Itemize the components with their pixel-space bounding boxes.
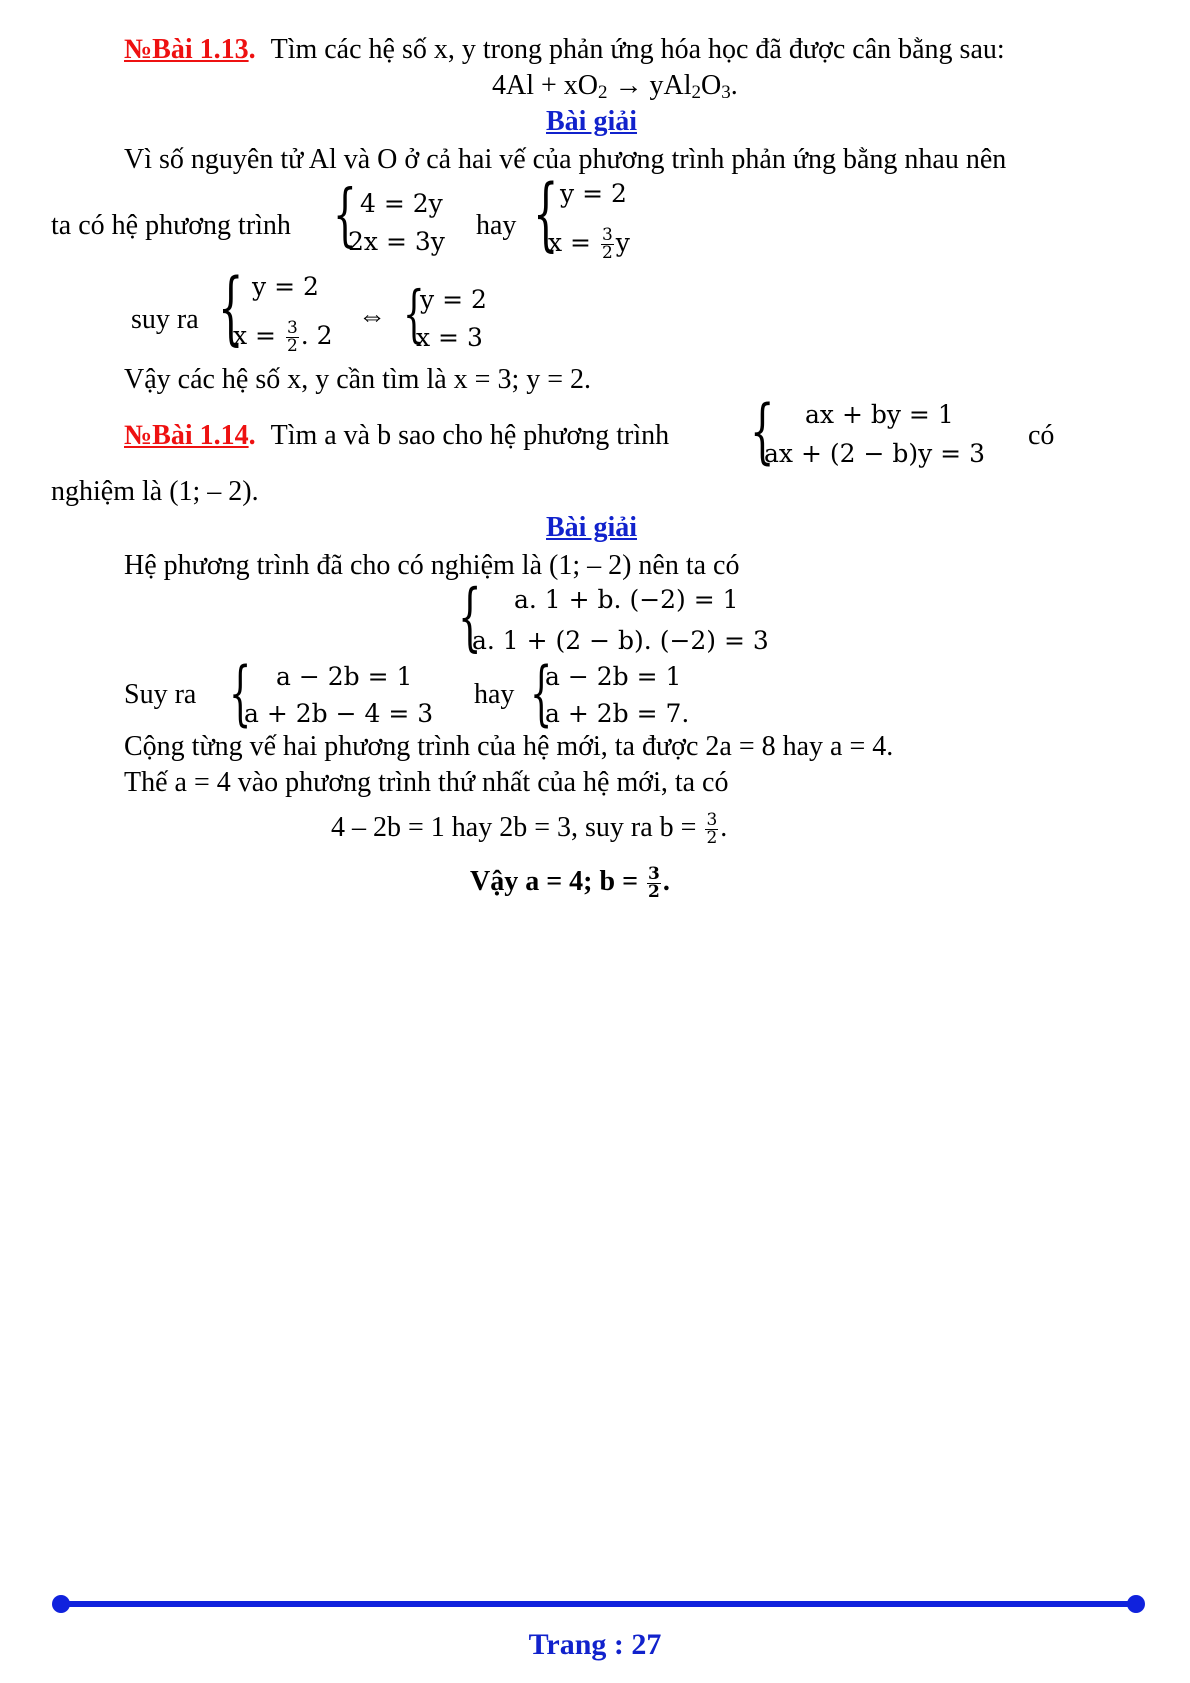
sys3-row1: y = 2 (252, 272, 319, 301)
sys1-row2: 2x = 3y (348, 227, 445, 256)
hay-114: hay (474, 679, 515, 710)
sys3-row2-lhs: x = (233, 321, 284, 350)
sys5-row2: ax + (2 − b)y = 3 (764, 439, 985, 468)
line-substitute: Thế a = 4 vào phương trình thứ nhất của hệ mới, ta có (124, 767, 729, 798)
final-answer (470, 866, 670, 901)
sys2-row2-lhs: x = (548, 228, 599, 257)
page-number: Trang : 27 (528, 1628, 662, 1661)
brace-sysA: { (458, 574, 482, 660)
brace-sys5: { (750, 390, 775, 472)
fraction-3-2-bold (647, 866, 661, 901)
fraction-denominator: 2 (706, 828, 718, 848)
footer-line-right-dot (1127, 1595, 1145, 1613)
suy-ra-113: suy ra (131, 304, 199, 335)
eq-sub-2: 2 (691, 82, 702, 103)
sys2-row2-rhs: y (615, 228, 630, 257)
brace-sys4: { (403, 277, 425, 350)
brace-sysC: { (530, 652, 553, 734)
sys3-row2 (233, 320, 333, 355)
solution-heading-113: Bài giải (546, 106, 638, 137)
line-calc (331, 812, 727, 847)
brace-sysB: { (229, 652, 252, 734)
hay-113: hay (476, 210, 517, 241)
exercise-114-number: №Bài 1.14 (124, 420, 249, 451)
sysC-row1: a − 2b = 1 (545, 662, 682, 691)
brace-sys1: { (333, 176, 357, 255)
iff-symbol: ⇔ (358, 301, 386, 332)
sysA-row1: a. 1 + b. (−2) = 1 (514, 585, 739, 614)
line-add-equations: Cộng từng vế hai phương trình của hệ mới, ta được 2a = 8 hay a = 4. (124, 731, 894, 762)
solution-113-para: Vì số nguyên tử Al và O ở cả hai vế của phương trình phản ứng bằng nhau nên (124, 144, 1007, 175)
final-text: Vậy a = 4; b = (470, 865, 646, 897)
exercise-113-number: №Bài 1.13 (124, 34, 249, 65)
sys3-row2-rhs: . 2 (300, 321, 333, 350)
sysB-row2: a + 2b − 4 = 3 (244, 699, 434, 728)
sysC-row2 (545, 701, 689, 726)
brace-sys3: { (218, 261, 244, 354)
fraction-numerator: 3 (286, 318, 298, 338)
calc-text: 4 – 2b = 1 hay 2b = 3, suy ra b = (331, 811, 704, 843)
brace-sys2: { (533, 167, 559, 260)
fraction-3-2 (705, 812, 718, 847)
sys5-row1: ax + by = 1 (805, 400, 954, 429)
exercise-114-prompt-cont: nghiệm là (1; – 2). (51, 476, 259, 507)
sys2-row1: y = 2 (560, 179, 627, 208)
exercise-113-prompt: Tìm các hệ số x, y trong phản ứng hóa học đã được cân bằng sau: (270, 34, 1005, 65)
eq-part-4: . (730, 70, 738, 101)
solution-114-para: Hệ phương trình đã cho có nghiệm là (1; – 2) nên ta có (124, 550, 740, 581)
conclusion-113: Vậy các hệ số x, y cần tìm là x = 3; y = 2. (124, 364, 592, 395)
eq-part-3: O (701, 70, 722, 101)
calc-end-dot: . (720, 811, 728, 843)
final-end-dot: . (662, 865, 670, 897)
eq-part-1: 4Al + xO (492, 70, 599, 101)
sys4-row1: y = 2 (420, 285, 487, 314)
fraction-numerator: 3 (648, 864, 660, 884)
system-intro-113: ta có hệ phương trình (51, 210, 291, 241)
sysA-row2: a. 1 + (2 − b). (−2) = 3 (472, 626, 769, 655)
suy-ra-114: Suy ra (124, 679, 197, 710)
sys4-row2: x = 3 (416, 323, 483, 352)
fraction-3-2 (286, 320, 299, 355)
fraction-3-2 (601, 227, 614, 262)
eq-sub-1: 2 (598, 82, 608, 103)
fraction-denominator: 2 (648, 882, 660, 902)
fraction-denominator: 2 (286, 336, 298, 356)
co-114: có (1028, 420, 1055, 451)
sysB-row1: a − 2b = 1 (276, 662, 413, 691)
sys2-row2 (548, 227, 630, 262)
eq-part-2: → yAl (607, 70, 692, 101)
footer-divider-line (60, 1601, 1134, 1607)
fraction-numerator: 3 (601, 225, 613, 245)
exercise-114-dot: . (248, 420, 256, 451)
sys1-row1: 4 = 2y (360, 189, 443, 218)
sysC-end-dot: . (681, 699, 690, 728)
exercise-113-dot: . (248, 34, 256, 65)
exercise-114-prompt: Tìm a và b sao cho hệ phương trình (270, 420, 670, 451)
exercise-113-header (124, 36, 1005, 64)
fraction-numerator: 3 (706, 810, 718, 830)
footer-line-left-dot (52, 1595, 70, 1613)
sysC-row2-eq: a + 2b = 7 (545, 699, 682, 728)
eq-sub-3: 3 (721, 82, 731, 103)
fraction-denominator: 2 (601, 243, 613, 263)
solution-heading-114: Bài giải (546, 512, 638, 543)
reaction-equation (492, 70, 738, 103)
exercise-114-header (124, 422, 669, 450)
